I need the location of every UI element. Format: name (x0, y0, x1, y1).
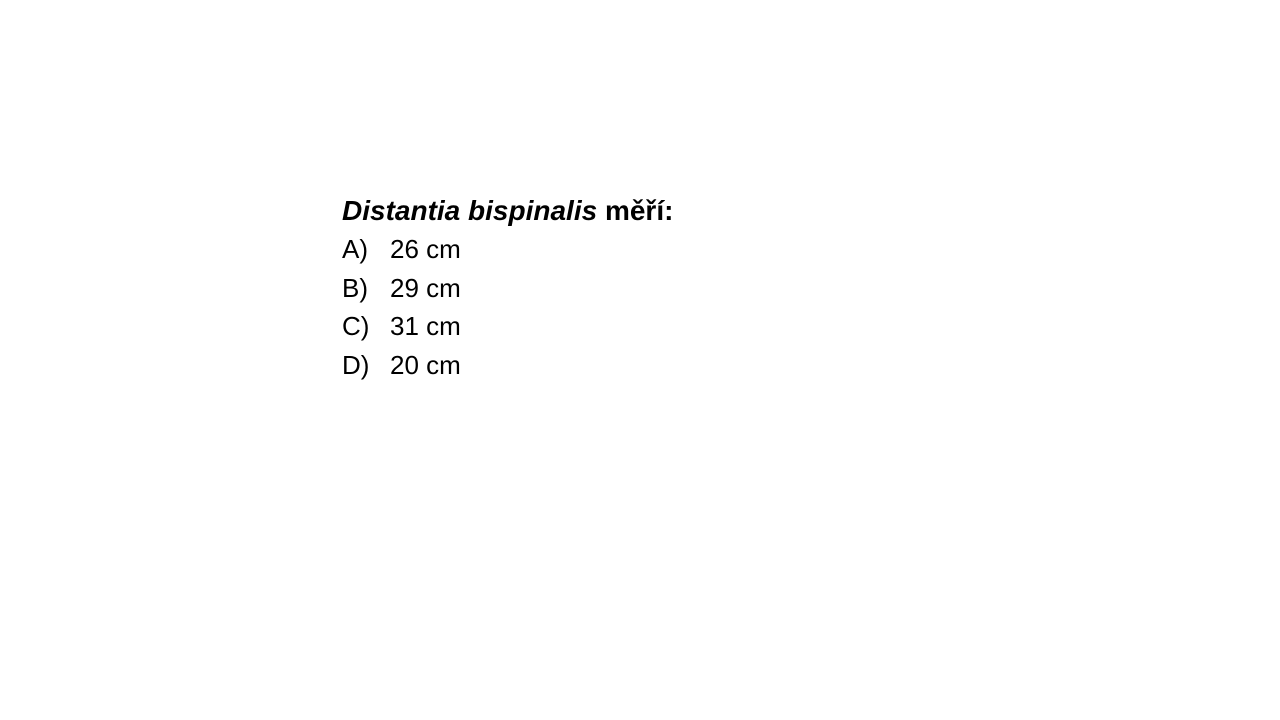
option-letter: A) (342, 234, 368, 264)
question-rest: měří: (597, 195, 674, 226)
option-letter: D) (342, 349, 370, 380)
option-text: 29 cm (390, 272, 461, 303)
option-d (342, 346, 942, 385)
answer-options (342, 230, 942, 384)
option-a (342, 230, 942, 269)
option-letter: B) (342, 272, 368, 303)
option-b (342, 269, 942, 308)
question-title (342, 192, 942, 230)
question-block (342, 192, 942, 384)
option-text: 20 cm (390, 349, 461, 380)
option-letter: C) (342, 311, 370, 341)
option-text: 31 cm (390, 311, 461, 341)
option-c (342, 307, 942, 346)
option-text: 26 cm (390, 234, 461, 264)
question-term: Distantia bispinalis (342, 195, 598, 226)
